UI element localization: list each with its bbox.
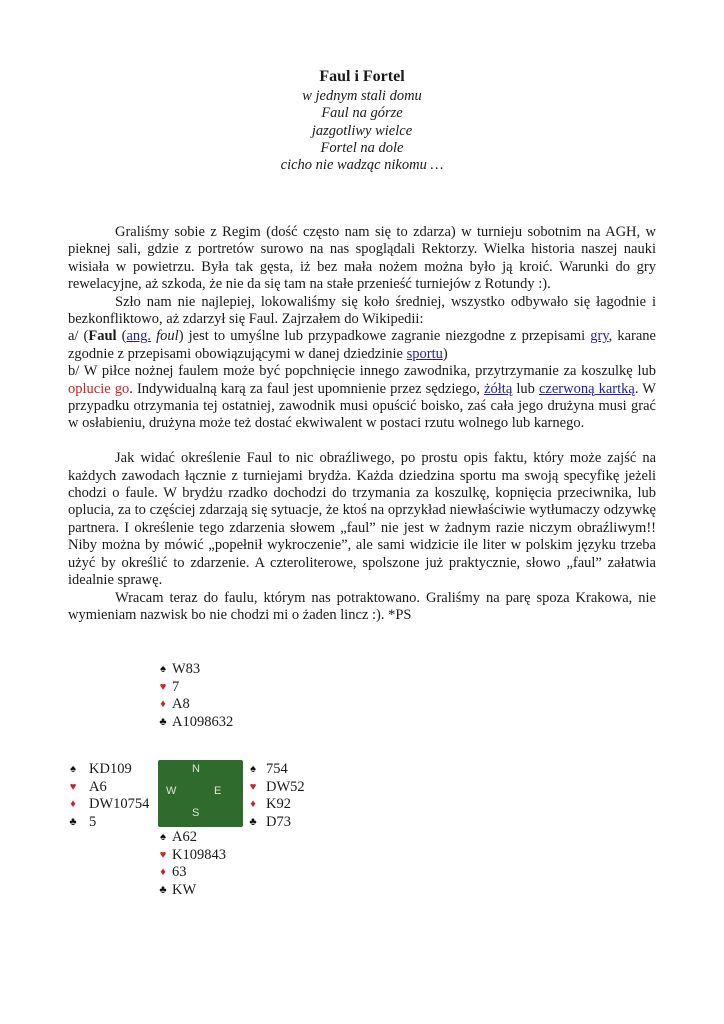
spade-icon: ♠	[250, 763, 256, 775]
definition-b: b/ W piłce nożnej faulem może być popchnięcie innego zawodnika, przytrzymanie za koszulkę lub oplucie go. Indywidualną karą za faul jest upomnienie przez sędziego, żółtą lub czerwoną kartką. W przypadku otrzymania tej ostatniej, zawodnik musi opuścić boisko, zaś cała jego drużyna musi grać w osłabieniu, drużyna może też dostać ekwiwalent w postaci rzutu wolnego lub karnego.	[68, 363, 656, 432]
link-oplucie[interactable]: oplucie go	[68, 380, 130, 397]
heart-icon: ♥	[69, 780, 77, 793]
spade-icon: ♠	[160, 831, 166, 843]
poem-line: jazgotliwy wielce	[311, 122, 413, 139]
diamond-icon: ♦	[70, 798, 76, 811]
link-ang[interactable]: ang.	[126, 328, 152, 345]
poem-line: cicho nie wadząc nikomu …	[280, 157, 444, 174]
compass-south: S	[192, 807, 200, 819]
poem-line: w jednym stali domu	[302, 88, 422, 104]
compass-north: N	[192, 763, 200, 775]
poem-line: Faul na górze	[321, 105, 403, 122]
heart-icon: ♥	[159, 680, 167, 693]
paragraph-deal-intro: Wracam teraz do faulu, którym nas potraktowano. Graliśmy na parę spoza Krakowa, nie wymieniam nazwisk bo nie chodzi mi o żaden lincz :). *PS	[68, 589, 656, 623]
spacer	[68, 433, 656, 450]
bridge-table-compass	[158, 760, 243, 827]
link-zolta[interactable]: żółtą	[484, 380, 513, 397]
club-icon: ♣	[159, 715, 167, 728]
link-gry[interactable]: gry	[590, 328, 609, 345]
compass-east: E	[214, 785, 222, 797]
link-czerwona-kartka[interactable]: czerwoną kartką	[538, 380, 635, 397]
hand-north: ♠ W83 ♥ 7 ♦ A8 ♣ A1098632	[156, 661, 233, 731]
term-faul: Faul	[88, 328, 117, 345]
paragraph-intro: Graliśmy sobie z Regim (dość często nam się to zdarza) w turnieju sobotnim na AGH, w pieknej sali, gdzie z portretów surowo na nas spoglądali Rektorzy. Wielka historia naszej nauki wisiała w powietrzu. Była tak gęsta, iż bez mała nożem można było ją kroić. Warunki do gry rewelacyjne, aż szkoda, że nie da się tam na stałe przenieść turniejów z Rotundy :).	[68, 224, 656, 293]
compass-west: W	[166, 785, 177, 797]
spade-icon: ♠	[70, 763, 76, 775]
club-icon: ♣	[159, 883, 167, 896]
poem	[0, 88, 724, 174]
club-icon: ♣	[249, 815, 257, 828]
club-icon: ♣	[69, 815, 77, 828]
poem-line: Fortel na dole	[320, 139, 404, 156]
paragraph-bridge: Jak widać określenie Faul to nic obraźliwego, po prostu opis faktu, który może zajść na każdych zawodach łącznie z turniejami brydża. Każda dziedzina sportu ma swoją specyfikę jeżeli chodzi o faule. W brydżu rzadko dochodzi do trzymania za koszulkę, kopnięcia przeciwnika, lub oplucia, za to częściej zdarzają się sytuacje, że ktoś na oprzykład niewłaściwie wytłumaczy odzywkę partnera. I określenie tego zdarzenia słowem „faul” nie jest w żadnym razie niczym obraźliwym!! Niby można by mówić „popełnił wykroczenie”, ale sami widzicie ile liter w polskim języku trzeba użyć by określić to zdarzenie. A czteroliterowe, spolszone już praktycznie, słowo „faul” załatwia idealnie sprawę.	[68, 450, 656, 589]
hand-east: ♠ 754 ♥ DW52 ♦ K92 ♣ D73	[246, 761, 305, 831]
hand-west: ♠ KD109 ♥ A6 ♦ DW10754 ♣ 5	[66, 761, 149, 831]
link-sportu[interactable]: sportu	[406, 345, 443, 362]
heart-icon: ♥	[249, 780, 257, 793]
article-body	[68, 224, 656, 624]
hand-south: ♠ A62 ♥ K109843 ♦ 63 ♣ KW	[156, 829, 226, 899]
heart-icon: ♥	[159, 848, 167, 861]
diamond-icon: ♦	[160, 866, 166, 879]
spade-icon: ♠	[160, 663, 166, 675]
paragraph-faul: Szło nam nie najlepiej, lokowaliśmy się koło średniej, wszystko odbywało się łagodnie i bezkonfliktowo, aż zdarzył się Faul. Zajrzałem do Wikipedii:	[68, 293, 656, 328]
definition-a: a/ (Faul (ang. foul) jest to umyślne lub przypadkowe zagranie niezgodne z przepisami gry, karane zgodnie z przepisami obowiązującymi w danej dziedzinie sportu)	[68, 328, 656, 362]
diamond-icon: ♦	[250, 798, 256, 811]
document-title: Faul i Fortel	[319, 68, 405, 85]
diamond-icon: ♦	[160, 698, 166, 711]
